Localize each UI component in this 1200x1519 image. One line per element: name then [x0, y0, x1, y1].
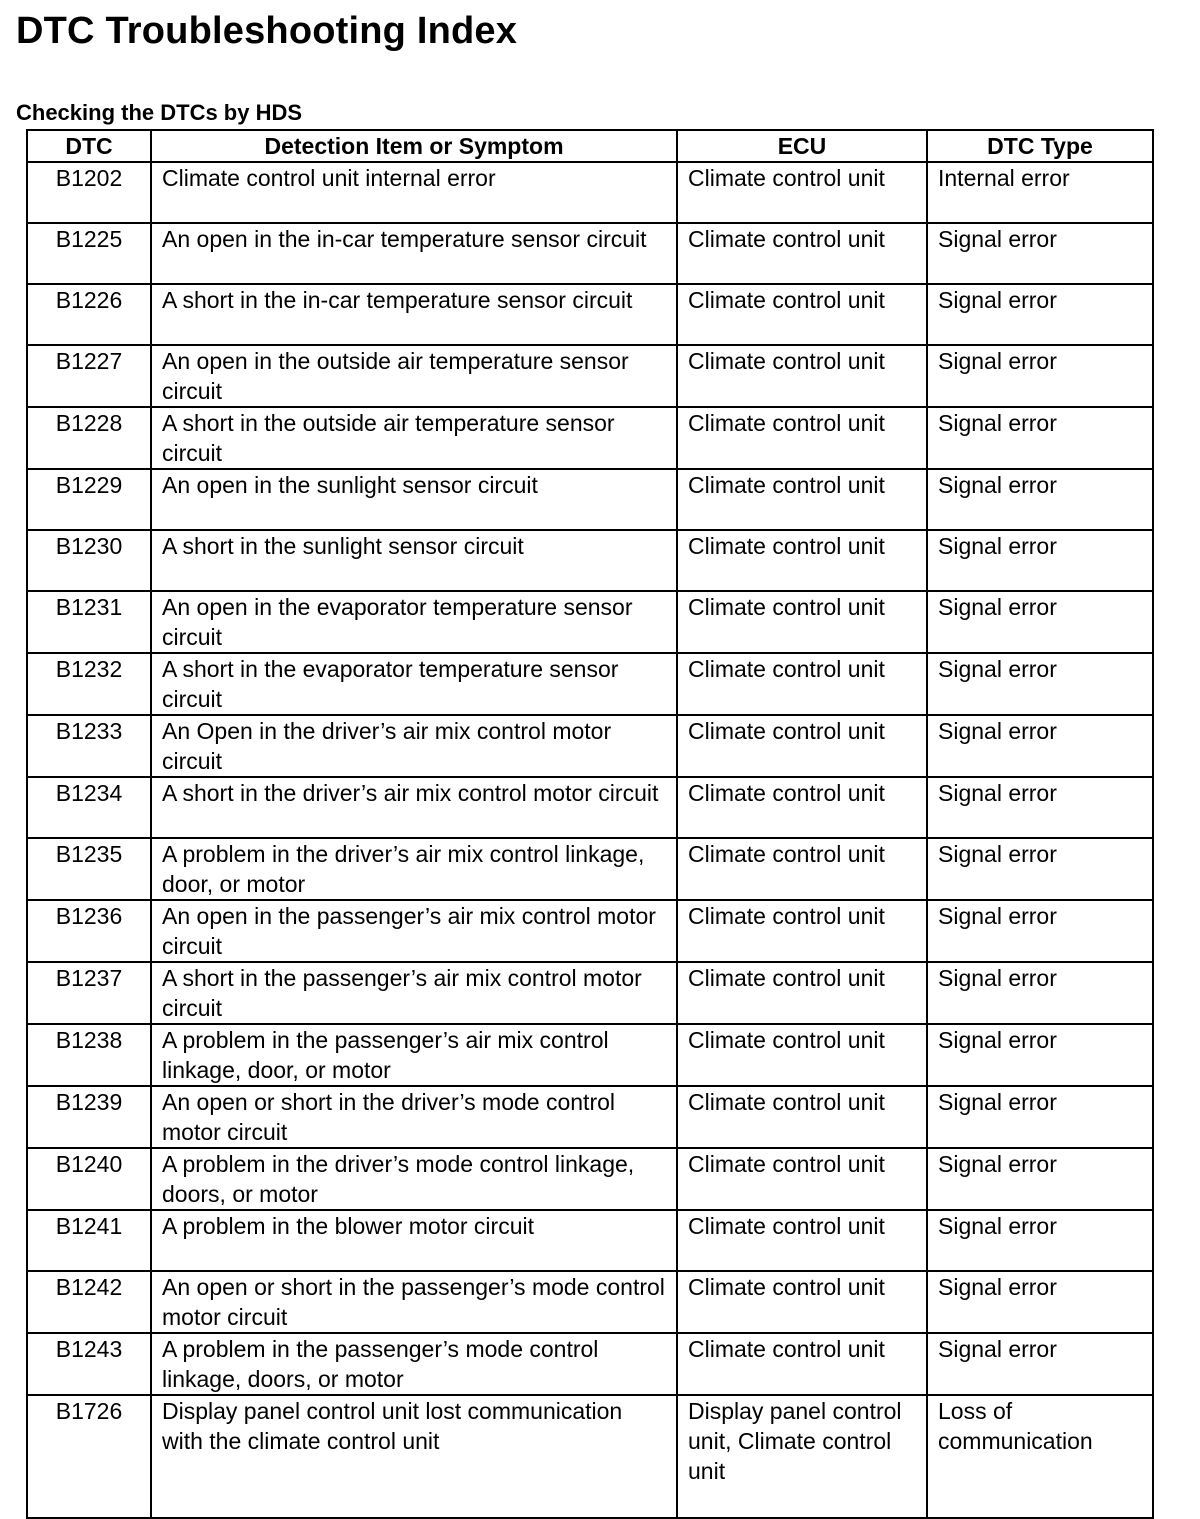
dtc-code: B1230: [27, 530, 151, 591]
dtc-type: Signal error: [927, 715, 1153, 777]
dtc-type: Signal error: [927, 284, 1153, 345]
detection-item: A problem in the passenger’s mode control linkage, doors, or motor: [151, 1333, 677, 1395]
ecu-cell: Climate control unit: [677, 900, 927, 962]
dtc-code: B1227: [27, 345, 151, 407]
table-row: [27, 469, 1153, 530]
dtc-code: B1226: [27, 284, 151, 345]
detection-item: Climate control unit internal error: [151, 162, 677, 223]
dtc-type: Signal error: [927, 1210, 1153, 1271]
dtc-code: B1240: [27, 1148, 151, 1210]
dtc-table: [26, 129, 1154, 1519]
dtc-type: Signal error: [927, 223, 1153, 284]
dtc-code: B1235: [27, 838, 151, 900]
table-header-row: [27, 130, 1153, 162]
dtc-code: B1228: [27, 407, 151, 469]
table-row: [27, 223, 1153, 284]
dtc-code: B1238: [27, 1024, 151, 1086]
ecu-cell: Climate control unit: [677, 469, 927, 530]
dtc-type: Signal error: [927, 530, 1153, 591]
section-title: Checking the DTCs by HDS: [16, 100, 303, 125]
ecu-cell: Climate control unit: [677, 1210, 927, 1271]
dtc-code: B1241: [27, 1210, 151, 1271]
detection-item: An open or short in the passenger’s mode control motor circuit: [151, 1271, 677, 1333]
ecu-cell: Climate control unit: [677, 407, 927, 469]
ecu-cell: Climate control unit: [677, 777, 927, 838]
dtc-code: B1229: [27, 469, 151, 530]
detection-item: A short in the evaporator temperature sensor circuit: [151, 653, 677, 715]
table-row: [27, 900, 1153, 962]
dtc-type: Signal error: [927, 962, 1153, 1024]
table-row: [27, 591, 1153, 653]
detection-item: A short in the sunlight sensor circuit: [151, 530, 677, 591]
dtc-type: Loss of communication: [927, 1395, 1153, 1518]
dtc-code: B1726: [27, 1395, 151, 1518]
table-row: [27, 838, 1153, 900]
detection-item: An open in the evaporator temperature sensor circuit: [151, 591, 677, 653]
dtc-type: Signal error: [927, 1086, 1153, 1148]
detection-item: A problem in the blower motor circuit: [151, 1210, 677, 1271]
table-row: [27, 1086, 1153, 1148]
dtc-type: Signal error: [927, 1333, 1153, 1395]
detection-item: Display panel control unit lost communication with the climate control unit: [151, 1395, 677, 1518]
detection-item: A short in the passenger’s air mix control motor circuit: [151, 962, 677, 1024]
detection-item: An open or short in the driver’s mode control motor circuit: [151, 1086, 677, 1148]
dtc-code: B1243: [27, 1333, 151, 1395]
table-body: [27, 162, 1153, 1518]
dtc-code: B1237: [27, 962, 151, 1024]
ecu-cell: Climate control unit: [677, 1148, 927, 1210]
ecu-cell: Climate control unit: [677, 715, 927, 777]
ecu-cell: Climate control unit: [677, 838, 927, 900]
dtc-type: Signal error: [927, 345, 1153, 407]
table-row: [27, 345, 1153, 407]
ecu-cell: Climate control unit: [677, 1271, 927, 1333]
dtc-code: B1239: [27, 1086, 151, 1148]
detection-item: A problem in the driver’s mode control linkage, doors, or motor: [151, 1148, 677, 1210]
ecu-cell: Climate control unit: [677, 223, 927, 284]
dtc-type: Signal error: [927, 1148, 1153, 1210]
dtc-type: Signal error: [927, 777, 1153, 838]
dtc-type: Signal error: [927, 653, 1153, 715]
table-row: [27, 962, 1153, 1024]
dtc-type: Signal error: [927, 838, 1153, 900]
dtc-code: B1232: [27, 653, 151, 715]
ecu-cell: Climate control unit: [677, 653, 927, 715]
table-row: [27, 1210, 1153, 1271]
column-header-detection: Detection Item or Symptom: [151, 130, 677, 162]
detection-item: An open in the sunlight sensor circuit: [151, 469, 677, 530]
detection-item: An Open in the driver’s air mix control motor circuit: [151, 715, 677, 777]
column-header-dtc-type: DTC Type: [927, 130, 1153, 162]
detection-item: An open in the passenger’s air mix control motor circuit: [151, 900, 677, 962]
ecu-cell: Climate control unit: [677, 1086, 927, 1148]
detection-item: An open in the in-car temperature sensor circuit: [151, 223, 677, 284]
table-row: [27, 777, 1153, 838]
ecu-cell: Climate control unit: [677, 530, 927, 591]
dtc-type: Signal error: [927, 1024, 1153, 1086]
table-row: [27, 1271, 1153, 1333]
dtc-type: Signal error: [927, 407, 1153, 469]
table-row: [27, 407, 1153, 469]
dtc-code: B1202: [27, 162, 151, 223]
detection-item: A short in the in-car temperature sensor circuit: [151, 284, 677, 345]
ecu-cell: Climate control unit: [677, 284, 927, 345]
table-row: [27, 1333, 1153, 1395]
ecu-cell: Climate control unit: [677, 345, 927, 407]
dtc-type: Signal error: [927, 591, 1153, 653]
table-row: [27, 1024, 1153, 1086]
dtc-type: Signal error: [927, 1271, 1153, 1333]
table-row: [27, 162, 1153, 223]
detection-item: A short in the outside air temperature sensor circuit: [151, 407, 677, 469]
dtc-code: B1242: [27, 1271, 151, 1333]
table-row: [27, 284, 1153, 345]
table-row: [27, 1148, 1153, 1210]
detection-item: An open in the outside air temperature sensor circuit: [151, 345, 677, 407]
ecu-cell: Display panel control unit, Climate control unit: [677, 1395, 927, 1518]
table-row: [27, 530, 1153, 591]
ecu-cell: Climate control unit: [677, 1024, 927, 1086]
dtc-code: B1225: [27, 223, 151, 284]
column-header-ecu: ECU: [677, 130, 927, 162]
column-header-dtc: DTC: [27, 130, 151, 162]
dtc-code: B1231: [27, 591, 151, 653]
page-title: DTC Troubleshooting Index: [16, 10, 518, 52]
dtc-code: B1233: [27, 715, 151, 777]
ecu-cell: Climate control unit: [677, 162, 927, 223]
table-row: [27, 1395, 1153, 1518]
dtc-type: Signal error: [927, 469, 1153, 530]
detection-item: A short in the driver’s air mix control motor circuit: [151, 777, 677, 838]
ecu-cell: Climate control unit: [677, 962, 927, 1024]
table-row: [27, 715, 1153, 777]
ecu-cell: Climate control unit: [677, 1333, 927, 1395]
detection-item: A problem in the driver’s air mix control linkage, door, or motor: [151, 838, 677, 900]
detection-item: A problem in the passenger’s air mix control linkage, door, or motor: [151, 1024, 677, 1086]
table-row: [27, 653, 1153, 715]
dtc-code: B1236: [27, 900, 151, 962]
dtc-code: B1234: [27, 777, 151, 838]
dtc-type: Internal error: [927, 162, 1153, 223]
dtc-type: Signal error: [927, 900, 1153, 962]
ecu-cell: Climate control unit: [677, 591, 927, 653]
